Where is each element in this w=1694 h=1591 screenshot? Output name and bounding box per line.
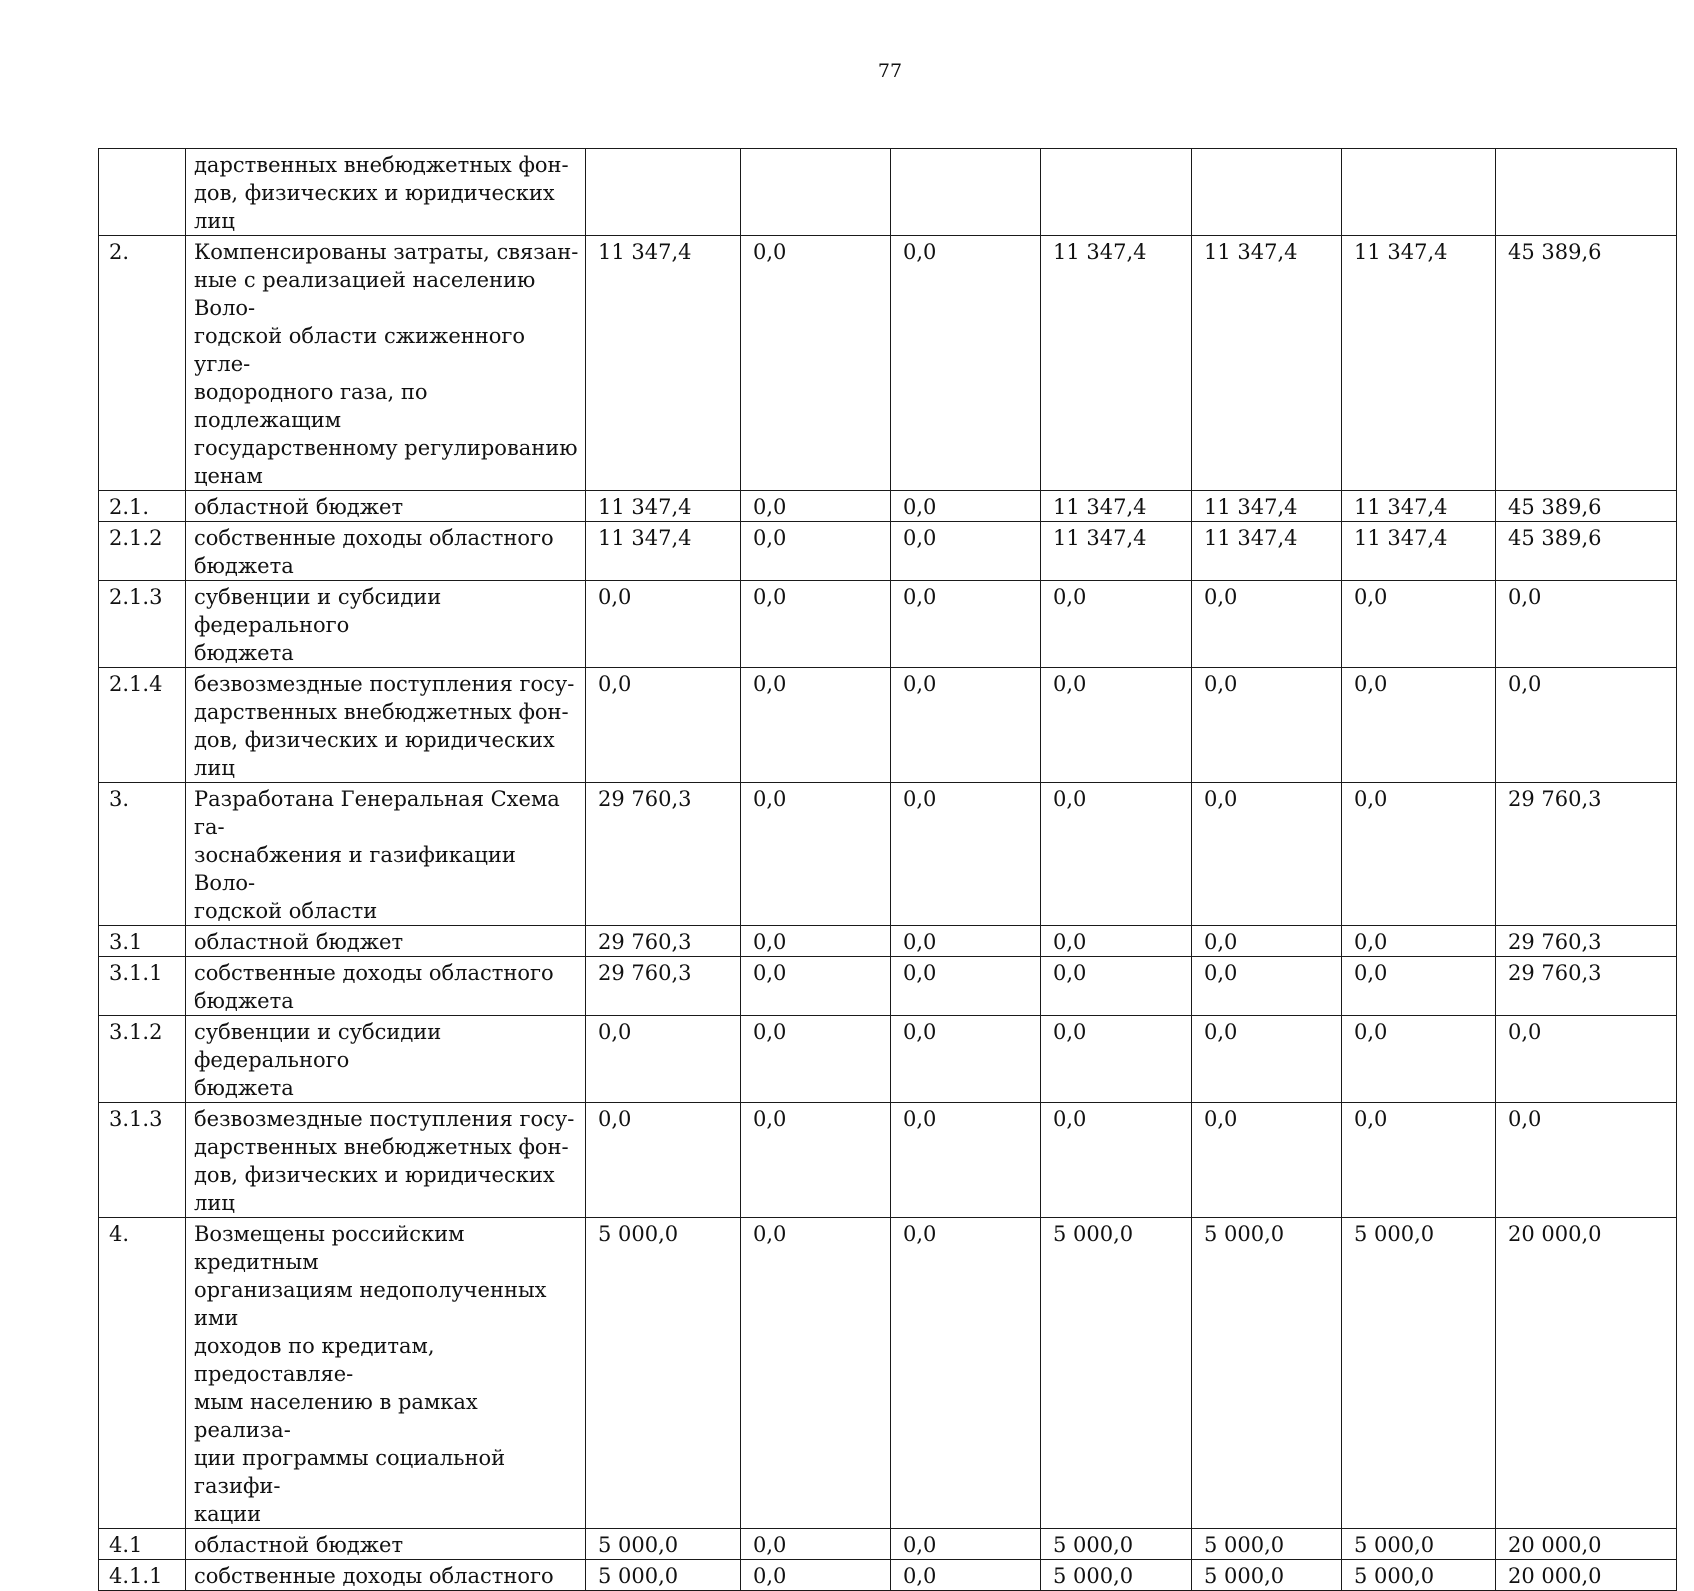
row-value-cell: 5 000,0 (1041, 1529, 1192, 1560)
row-value-cell: 5 000,0 (586, 1560, 741, 1591)
row-value-cell: 5 000,0 (1342, 1218, 1496, 1529)
row-value-cell: 0,0 (741, 491, 891, 522)
table-row (99, 1218, 1677, 1529)
row-value-cell: 5 000,0 (1192, 1529, 1342, 1560)
row-description-cell: областной бюджет (186, 491, 586, 522)
row-value-cell: 0,0 (1192, 1103, 1342, 1218)
row-value-cell: 0,0 (741, 668, 891, 783)
row-value-cell: 29 760,3 (1496, 783, 1677, 926)
row-description-cell: Компенсированы затраты, связан- ные с реализацией населению Воло- годской области сжиженного угле- водородного газа, по подлежащим государственному регулированию ценам (186, 236, 586, 491)
row-value-cell: 0,0 (741, 581, 891, 668)
row-value-cell: 29 760,3 (1496, 957, 1677, 1016)
row-value-cell: 0,0 (891, 668, 1041, 783)
table-row (99, 1529, 1677, 1560)
row-value-cell: 5 000,0 (1041, 1560, 1192, 1591)
row-value-cell: 11 347,4 (1342, 236, 1496, 491)
row-description-cell: дарственных внебюджетных фон- дов, физических и юридических лиц (186, 149, 586, 236)
row-description-cell: Возмещены российским кредитным организациям недополученных ими доходов по кредитам, предоставляе- мым населению в рамках реализа- ции программы социальной газифи- кации (186, 1218, 586, 1529)
row-value-cell: 11 347,4 (1342, 522, 1496, 581)
row-value-cell: 45 389,6 (1496, 491, 1677, 522)
row-value-cell (741, 149, 891, 236)
table-row (99, 236, 1677, 491)
row-value-cell: 5 000,0 (586, 1218, 741, 1529)
row-value-cell: 0,0 (741, 1218, 891, 1529)
row-value-cell: 45 389,6 (1496, 522, 1677, 581)
row-code-cell (99, 149, 186, 236)
row-value-cell: 0,0 (741, 926, 891, 957)
row-value-cell: 0,0 (1192, 926, 1342, 957)
row-value-cell: 20 000,0 (1496, 1529, 1677, 1560)
table-row (99, 783, 1677, 926)
row-value-cell: 0,0 (1342, 1103, 1496, 1218)
row-value-cell: 0,0 (891, 1218, 1041, 1529)
table-body (99, 149, 1677, 1591)
row-value-cell: 0,0 (1192, 668, 1342, 783)
row-value-cell: 11 347,4 (1041, 491, 1192, 522)
row-value-cell: 20 000,0 (1496, 1218, 1677, 1529)
row-value-cell: 0,0 (1041, 1103, 1192, 1218)
row-value-cell: 5 000,0 (1342, 1529, 1496, 1560)
row-description-cell: собственные доходы областного (186, 1560, 586, 1591)
row-code-cell: 4.1 (99, 1529, 186, 1560)
row-value-cell (891, 149, 1041, 236)
row-value-cell: 29 760,3 (1496, 926, 1677, 957)
row-value-cell: 5 000,0 (1342, 1560, 1496, 1591)
row-code-cell: 2.1.2 (99, 522, 186, 581)
row-code-cell: 2. (99, 236, 186, 491)
row-value-cell: 11 347,4 (1192, 522, 1342, 581)
row-description-cell: собственные доходы областного бюджета (186, 957, 586, 1016)
row-value-cell: 20 000,0 (1496, 1560, 1677, 1591)
row-value-cell: 0,0 (1342, 957, 1496, 1016)
row-value-cell: 0,0 (741, 236, 891, 491)
row-value-cell: 0,0 (741, 957, 891, 1016)
row-value-cell: 0,0 (586, 581, 741, 668)
table-row (99, 581, 1677, 668)
table-row (99, 957, 1677, 1016)
row-value-cell: 11 347,4 (586, 236, 741, 491)
table-row (99, 522, 1677, 581)
row-value-cell: 0,0 (891, 1560, 1041, 1591)
row-value-cell: 0,0 (891, 581, 1041, 668)
page-number: 77 (877, 60, 903, 82)
row-value-cell: 0,0 (1041, 957, 1192, 1016)
row-value-cell: 0,0 (1192, 1016, 1342, 1103)
row-code-cell: 2.1. (99, 491, 186, 522)
row-code-cell: 4.1.1 (99, 1560, 186, 1591)
row-code-cell: 3. (99, 783, 186, 926)
row-value-cell: 0,0 (741, 1529, 891, 1560)
row-value-cell: 0,0 (891, 1016, 1041, 1103)
table-row (99, 926, 1677, 957)
row-code-cell: 3.1.1 (99, 957, 186, 1016)
row-description-cell: областной бюджет (186, 1529, 586, 1560)
row-value-cell: 29 760,3 (586, 783, 741, 926)
row-value-cell (586, 149, 741, 236)
row-code-cell: 3.1.2 (99, 1016, 186, 1103)
row-value-cell: 0,0 (1041, 581, 1192, 668)
row-value-cell: 0,0 (1041, 1016, 1192, 1103)
row-value-cell: 0,0 (1192, 957, 1342, 1016)
row-value-cell: 0,0 (1342, 783, 1496, 926)
row-value-cell: 0,0 (741, 522, 891, 581)
row-value-cell: 0,0 (1342, 581, 1496, 668)
row-value-cell: 0,0 (1041, 668, 1192, 783)
row-description-cell: Разработана Генеральная Схема га- зоснабжения и газификации Воло- годской области (186, 783, 586, 926)
row-description-cell: субвенции и субсидии федерального бюджета (186, 581, 586, 668)
row-value-cell: 0,0 (586, 668, 741, 783)
row-value-cell: 0,0 (1496, 668, 1677, 783)
row-code-cell: 4. (99, 1218, 186, 1529)
budget-table (98, 148, 1677, 1591)
table-row (99, 1560, 1677, 1591)
row-value-cell: 0,0 (1041, 926, 1192, 957)
row-code-cell: 3.1.3 (99, 1103, 186, 1218)
row-code-cell: 2.1.3 (99, 581, 186, 668)
row-value-cell: 11 347,4 (1041, 522, 1192, 581)
row-value-cell: 0,0 (891, 236, 1041, 491)
table-row (99, 491, 1677, 522)
row-value-cell: 0,0 (1192, 783, 1342, 926)
row-value-cell: 0,0 (741, 1103, 891, 1218)
row-value-cell: 0,0 (891, 522, 1041, 581)
row-value-cell: 29 760,3 (586, 926, 741, 957)
row-value-cell: 0,0 (891, 957, 1041, 1016)
row-value-cell: 11 347,4 (1192, 236, 1342, 491)
row-value-cell: 0,0 (891, 491, 1041, 522)
row-value-cell: 29 760,3 (586, 957, 741, 1016)
row-value-cell: 5 000,0 (1192, 1218, 1342, 1529)
row-value-cell: 0,0 (891, 1529, 1041, 1560)
row-description-cell: безвозмездные поступления госу- дарственных внебюджетных фон- дов, физических и юридических лиц (186, 1103, 586, 1218)
row-value-cell: 0,0 (586, 1016, 741, 1103)
row-description-cell: областной бюджет (186, 926, 586, 957)
row-value-cell: 5 000,0 (586, 1529, 741, 1560)
row-value-cell: 0,0 (891, 1103, 1041, 1218)
row-value-cell: 11 347,4 (586, 491, 741, 522)
row-code-cell: 3.1 (99, 926, 186, 957)
row-value-cell: 5 000,0 (1192, 1560, 1342, 1591)
row-value-cell: 11 347,4 (1041, 236, 1192, 491)
row-value-cell: 0,0 (1342, 926, 1496, 957)
row-value-cell: 0,0 (1496, 581, 1677, 668)
row-value-cell: 0,0 (741, 1560, 891, 1591)
row-value-cell (1041, 149, 1192, 236)
row-value-cell: 0,0 (1496, 1016, 1677, 1103)
table-row (99, 668, 1677, 783)
row-value-cell: 0,0 (586, 1103, 741, 1218)
table-row (99, 149, 1677, 236)
row-description-cell: субвенции и субсидии федерального бюджета (186, 1016, 586, 1103)
row-value-cell: 0,0 (891, 783, 1041, 926)
row-value-cell: 11 347,4 (586, 522, 741, 581)
row-value-cell: 45 389,6 (1496, 236, 1677, 491)
row-description-cell: безвозмездные поступления госу- дарственных внебюджетных фон- дов, физических и юридических лиц (186, 668, 586, 783)
row-value-cell (1342, 149, 1496, 236)
row-description-cell: собственные доходы областного бюджета (186, 522, 586, 581)
row-value-cell: 0,0 (1496, 1103, 1677, 1218)
table-row (99, 1016, 1677, 1103)
row-value-cell (1496, 149, 1677, 236)
row-value-cell: 0,0 (1342, 1016, 1496, 1103)
row-value-cell: 0,0 (1342, 668, 1496, 783)
row-value-cell: 0,0 (891, 926, 1041, 957)
row-value-cell: 5 000,0 (1041, 1218, 1192, 1529)
row-value-cell: 0,0 (741, 1016, 891, 1103)
row-value-cell: 11 347,4 (1192, 491, 1342, 522)
row-value-cell: 0,0 (1041, 783, 1192, 926)
row-value-cell: 0,0 (741, 783, 891, 926)
row-code-cell: 2.1.4 (99, 668, 186, 783)
row-value-cell (1192, 149, 1342, 236)
row-value-cell: 0,0 (1192, 581, 1342, 668)
table-row (99, 1103, 1677, 1218)
row-value-cell: 11 347,4 (1342, 491, 1496, 522)
